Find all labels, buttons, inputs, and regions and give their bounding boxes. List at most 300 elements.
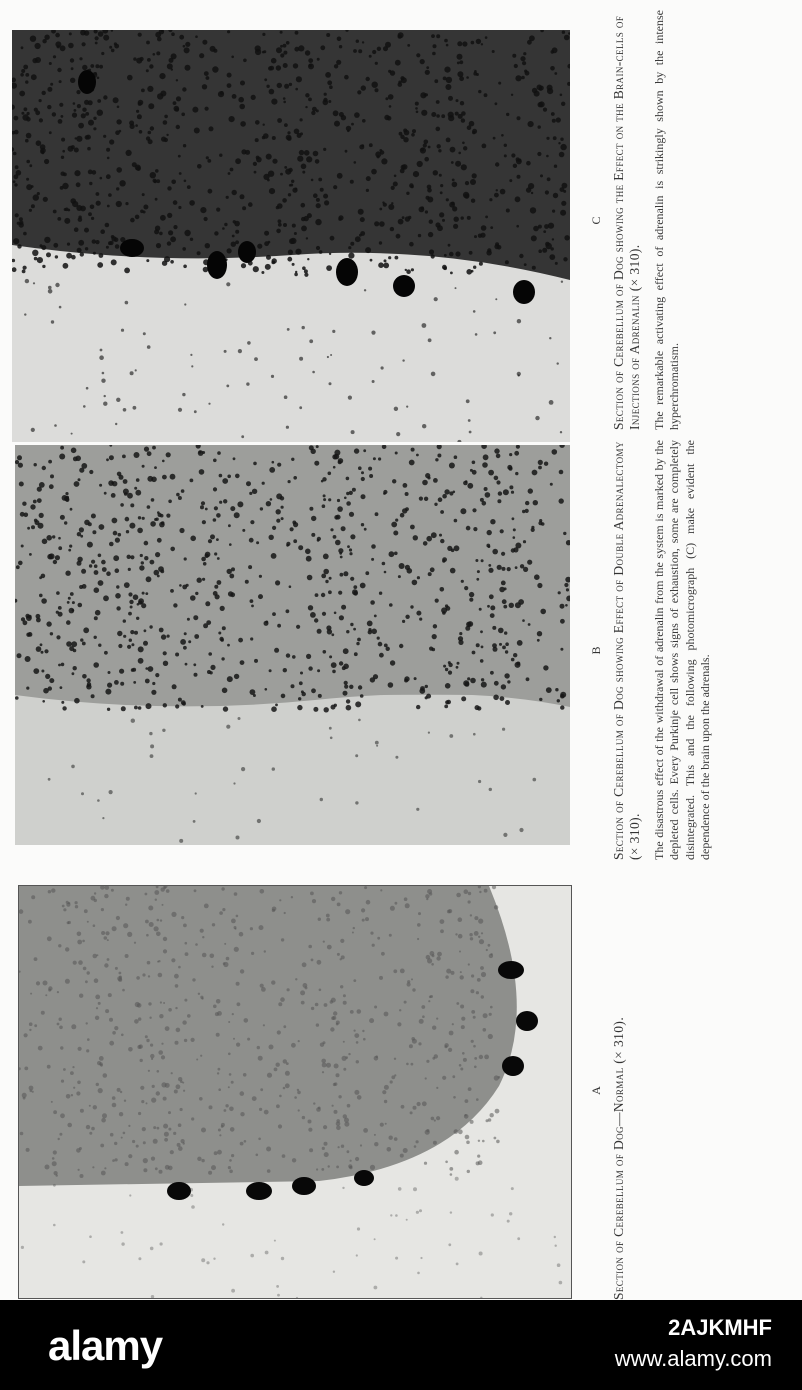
stain-dot xyxy=(104,894,108,898)
stain-dot xyxy=(418,912,421,915)
stain-dot xyxy=(338,460,342,464)
stain-dot xyxy=(240,81,245,86)
stain-dot xyxy=(330,354,332,356)
stain-dot xyxy=(501,581,506,586)
stain-dot xyxy=(267,1169,271,1173)
stain-dot xyxy=(40,144,46,150)
stain-dot xyxy=(333,1011,337,1015)
stain-dot xyxy=(98,644,101,647)
stain-dot xyxy=(473,1016,476,1019)
stain-dot xyxy=(461,216,464,219)
stain-dot xyxy=(102,567,107,572)
stain-dot xyxy=(343,648,349,654)
stain-dot xyxy=(187,185,191,189)
stain-dot xyxy=(123,619,126,622)
stain-dot xyxy=(542,248,547,253)
stain-dot xyxy=(347,1104,351,1108)
stain-dot xyxy=(278,219,282,223)
stain-dot xyxy=(227,644,230,647)
stain-dot xyxy=(102,372,105,375)
stain-dot xyxy=(244,1140,247,1143)
stain-dot xyxy=(109,241,113,245)
stain-dot xyxy=(448,663,452,667)
stain-dot xyxy=(227,475,231,479)
stain-dot xyxy=(553,136,557,140)
stain-dot xyxy=(217,557,220,560)
stain-dot xyxy=(65,571,70,576)
stain-dot xyxy=(453,491,456,494)
stain-dot xyxy=(371,331,375,335)
stain-dot xyxy=(62,495,68,501)
stain-dot xyxy=(70,508,73,511)
stain-dot xyxy=(290,527,294,531)
stain-dot xyxy=(235,474,240,479)
stain-dot xyxy=(56,591,60,595)
stain-dot xyxy=(117,106,120,109)
stain-dot xyxy=(121,329,124,332)
stain-dot xyxy=(329,382,332,385)
stain-dot xyxy=(394,407,398,411)
stain-dot xyxy=(22,502,26,506)
stain-dot xyxy=(70,1071,74,1075)
stain-dot xyxy=(370,932,373,935)
stain-dot xyxy=(128,1125,130,1127)
stain-dot xyxy=(401,1105,405,1109)
stain-dot xyxy=(321,1168,324,1171)
stain-dot xyxy=(253,266,259,272)
stain-dot xyxy=(184,999,187,1002)
stain-dot xyxy=(195,592,198,595)
stain-dot xyxy=(113,555,119,561)
stain-dot xyxy=(522,61,526,65)
stain-dot xyxy=(129,121,134,126)
stain-dot xyxy=(515,662,521,668)
stain-dot xyxy=(238,97,244,103)
stain-dot xyxy=(260,507,263,510)
stain-dot xyxy=(347,1150,350,1153)
stain-dot xyxy=(428,572,432,576)
stain-dot xyxy=(72,113,77,118)
stain-dot xyxy=(509,603,514,608)
stain-dot xyxy=(191,1117,194,1120)
stain-dot xyxy=(476,578,479,581)
stain-dot xyxy=(14,116,19,121)
stain-dot xyxy=(202,451,205,454)
stain-dot xyxy=(419,497,423,501)
stain-dot xyxy=(67,1123,72,1128)
stain-dot xyxy=(417,938,419,940)
stain-dot xyxy=(78,123,84,129)
stain-dot xyxy=(119,475,124,480)
stain-dot xyxy=(301,226,307,232)
stain-dot xyxy=(502,599,507,604)
stain-dot xyxy=(564,35,570,41)
stain-dot xyxy=(229,1073,232,1076)
stain-dot xyxy=(48,890,51,893)
stain-dot xyxy=(404,1001,407,1004)
stain-dot xyxy=(225,1104,228,1107)
stain-dot xyxy=(36,618,41,623)
stain-dot xyxy=(16,565,20,569)
stain-dot xyxy=(135,369,137,371)
stain-dot xyxy=(284,84,289,89)
stain-dot xyxy=(15,460,19,464)
stain-dot xyxy=(360,1144,362,1146)
stain-dot xyxy=(370,677,375,682)
stain-dot xyxy=(407,568,413,574)
stain-dot xyxy=(308,1128,312,1132)
stain-dot xyxy=(288,168,292,172)
stain-dot xyxy=(495,298,497,300)
stain-dot xyxy=(19,217,23,221)
stain-dot xyxy=(511,491,514,494)
stain-dot xyxy=(306,156,312,162)
stain-dot xyxy=(104,963,108,967)
stain-dot xyxy=(183,1090,185,1092)
stain-dot xyxy=(422,480,428,486)
stain-dot xyxy=(100,349,103,352)
stain-dot xyxy=(465,1135,470,1140)
stain-dot xyxy=(233,457,236,460)
stain-dot xyxy=(84,228,89,233)
stain-dot xyxy=(327,629,332,634)
stain-dot xyxy=(154,466,157,469)
stain-dot xyxy=(308,666,312,670)
stain-dot xyxy=(281,506,284,509)
stain-dot xyxy=(26,178,29,181)
stain-dot xyxy=(381,158,387,164)
stain-dot xyxy=(304,273,308,277)
stain-dot xyxy=(143,1168,147,1172)
stain-dot xyxy=(184,557,187,560)
stain-dot xyxy=(185,952,189,956)
stain-dot xyxy=(354,1033,359,1038)
stain-dot xyxy=(312,107,317,112)
stain-dot xyxy=(256,1154,259,1157)
stain-dot xyxy=(525,71,530,76)
stain-dot xyxy=(350,577,354,581)
stain-dot xyxy=(138,658,144,664)
stain-dot xyxy=(348,1053,350,1055)
stain-dot xyxy=(204,904,209,909)
stain-dot xyxy=(94,892,96,894)
stain-dot xyxy=(481,972,486,977)
stain-dot xyxy=(481,225,487,231)
stain-dot xyxy=(216,1033,220,1037)
stain-dot xyxy=(234,674,239,679)
stain-dot xyxy=(453,1096,456,1099)
stain-dot xyxy=(130,555,134,559)
stain-dot xyxy=(143,1158,148,1163)
stain-dot xyxy=(325,580,328,583)
stain-dot xyxy=(96,1007,98,1009)
stain-dot xyxy=(450,1173,453,1176)
stain-dot xyxy=(226,196,229,199)
stain-dot xyxy=(221,1125,224,1128)
stain-dot xyxy=(250,927,253,930)
stain-dot xyxy=(21,112,24,115)
stain-dot xyxy=(475,705,480,710)
stain-dot xyxy=(365,247,371,253)
stain-dot xyxy=(194,889,197,892)
stain-dot xyxy=(343,571,348,576)
stain-dot xyxy=(78,960,83,965)
stain-dot xyxy=(384,571,387,574)
stain-dot xyxy=(200,1055,202,1057)
stain-dot xyxy=(221,638,224,641)
stain-dot xyxy=(183,45,186,48)
stain-dot xyxy=(150,126,154,130)
stain-dot xyxy=(261,271,264,274)
stain-dot xyxy=(271,375,274,378)
purkinje-cell xyxy=(207,251,227,279)
stain-dot xyxy=(374,615,377,618)
stain-dot xyxy=(152,1085,155,1088)
stain-dot xyxy=(540,609,546,615)
stain-dot xyxy=(393,182,398,187)
stain-dot xyxy=(355,236,361,242)
stain-dot xyxy=(450,147,456,153)
stain-dot xyxy=(353,927,355,929)
stain-dot xyxy=(208,539,212,543)
stain-dot xyxy=(239,104,245,110)
stain-dot xyxy=(202,520,206,524)
stain-dot xyxy=(340,556,343,559)
stain-dot xyxy=(427,197,433,203)
stain-dot xyxy=(83,967,87,971)
stain-dot xyxy=(323,941,325,943)
stain-dot xyxy=(185,663,188,666)
stain-dot xyxy=(35,43,41,49)
stain-dot xyxy=(265,1251,269,1255)
stain-dot xyxy=(552,119,556,123)
stain-dot xyxy=(295,978,297,980)
stain-dot xyxy=(58,546,62,550)
stain-dot xyxy=(283,668,287,672)
stain-dot xyxy=(61,138,65,142)
stain-dot xyxy=(428,232,433,237)
stain-dot xyxy=(58,537,61,540)
stain-dot xyxy=(535,416,539,420)
stain-dot xyxy=(560,94,563,97)
stain-dot xyxy=(479,608,482,611)
stain-dot xyxy=(116,201,122,207)
stain-dot xyxy=(379,653,384,658)
stain-dot xyxy=(313,1102,315,1104)
stain-dot xyxy=(469,592,474,597)
stain-dot xyxy=(278,223,282,227)
stain-dot xyxy=(101,931,105,935)
stain-dot xyxy=(250,637,253,640)
stain-dot xyxy=(51,888,55,892)
stain-dot xyxy=(208,652,212,656)
stain-dot xyxy=(76,1091,80,1095)
stain-dot xyxy=(420,59,425,64)
stain-dot xyxy=(515,196,521,202)
stain-dot xyxy=(292,263,295,266)
stain-dot xyxy=(272,461,275,464)
stain-dot xyxy=(513,653,517,657)
stain-dot xyxy=(271,261,275,265)
stain-dot xyxy=(464,194,469,199)
stain-dot xyxy=(324,1152,329,1157)
stain-dot xyxy=(78,478,81,481)
stain-dot xyxy=(339,891,342,894)
stain-dot xyxy=(462,142,465,145)
stain-dot xyxy=(156,1091,160,1095)
stain-dot xyxy=(41,651,44,654)
stain-dot xyxy=(286,653,290,657)
stain-dot xyxy=(222,626,226,630)
stain-dot xyxy=(448,671,452,675)
stain-dot xyxy=(72,601,75,604)
stain-dot xyxy=(485,36,488,39)
stain-dot xyxy=(395,256,399,260)
stain-dot xyxy=(433,624,437,628)
stain-dot xyxy=(380,1123,384,1127)
stain-dot xyxy=(95,610,101,616)
stain-dot xyxy=(393,969,397,973)
stain-dot xyxy=(556,117,561,122)
stain-dot xyxy=(481,682,487,688)
stain-dot xyxy=(126,530,129,533)
stain-dot xyxy=(276,1063,280,1067)
stain-dot xyxy=(39,513,44,518)
stain-dot xyxy=(353,979,356,982)
stain-dot xyxy=(537,631,542,636)
stain-dot xyxy=(452,179,455,182)
micrograph-c-image xyxy=(12,30,570,442)
stain-dot xyxy=(111,259,117,265)
stain-dot xyxy=(508,467,512,471)
stain-dot xyxy=(554,165,557,168)
stain-dot xyxy=(281,517,284,520)
stain-dot xyxy=(155,518,158,521)
stain-dot xyxy=(488,944,491,947)
stain-dot xyxy=(158,513,162,517)
stain-dot xyxy=(195,792,197,794)
stain-dot xyxy=(332,1105,334,1107)
stain-dot xyxy=(322,1071,324,1073)
stain-dot xyxy=(148,103,154,109)
stain-dot xyxy=(222,688,228,694)
stain-dot xyxy=(443,665,446,668)
stain-dot xyxy=(271,58,277,64)
stain-dot xyxy=(469,598,473,602)
stain-dot xyxy=(349,552,352,555)
stain-dot xyxy=(269,669,272,672)
stain-dot xyxy=(326,265,332,271)
stain-dot xyxy=(553,193,558,198)
stain-dot xyxy=(255,45,261,51)
stain-dot xyxy=(481,43,483,45)
stain-dot xyxy=(162,729,165,732)
stain-dot xyxy=(173,225,177,229)
stain-dot xyxy=(470,1120,474,1124)
stain-dot xyxy=(421,110,427,116)
stain-dot xyxy=(26,133,32,139)
stain-dot xyxy=(150,521,156,527)
stain-dot xyxy=(110,1133,114,1137)
stain-dot xyxy=(62,905,65,908)
stain-dot xyxy=(112,481,117,486)
stain-dot xyxy=(301,1001,305,1005)
stain-dot xyxy=(453,224,458,229)
stain-dot xyxy=(134,487,137,490)
stain-dot xyxy=(557,1263,561,1267)
stain-dot xyxy=(502,646,506,650)
stain-dot xyxy=(159,1170,163,1174)
stain-dot xyxy=(534,574,540,580)
stain-dot xyxy=(436,1116,440,1120)
stain-dot xyxy=(460,101,464,105)
stain-dot xyxy=(336,1073,340,1077)
stain-dot xyxy=(210,665,215,670)
stain-dot xyxy=(439,174,442,177)
stain-dot xyxy=(207,670,211,674)
stain-dot xyxy=(308,1120,312,1124)
stain-dot xyxy=(532,470,538,476)
stain-dot xyxy=(217,580,222,585)
stain-dot xyxy=(106,571,111,576)
stain-dot xyxy=(197,251,201,255)
stain-dot xyxy=(308,98,312,102)
stain-dot xyxy=(513,536,516,539)
stain-dot xyxy=(89,182,92,185)
stain-dot xyxy=(416,1140,419,1143)
stain-dot xyxy=(375,741,379,745)
stain-dot xyxy=(161,1055,165,1059)
stain-dot xyxy=(343,664,349,670)
stain-dot xyxy=(127,932,132,937)
stain-dot xyxy=(115,593,121,599)
stain-dot xyxy=(147,476,153,482)
stain-dot xyxy=(517,640,523,646)
stain-dot xyxy=(319,250,323,254)
stain-dot xyxy=(204,217,208,221)
caption-a-title: Section of Cerebellum of Dog—Normal (× 310). xyxy=(610,1016,626,1300)
stain-dot xyxy=(563,532,566,535)
stain-dot xyxy=(547,177,551,181)
stain-dot xyxy=(321,593,325,597)
stain-dot xyxy=(111,49,115,53)
stain-dot xyxy=(410,525,415,530)
stain-dot xyxy=(143,332,146,335)
stain-dot xyxy=(24,313,26,315)
stain-dot xyxy=(138,33,142,37)
stain-dot xyxy=(514,451,519,456)
stain-dot xyxy=(277,118,282,123)
stain-dot xyxy=(343,1068,346,1071)
stain-dot xyxy=(527,40,532,45)
stain-dot xyxy=(24,513,29,518)
stain-dot xyxy=(61,663,65,667)
stain-dot xyxy=(229,1159,232,1162)
stain-dot xyxy=(356,1041,359,1044)
stain-dot xyxy=(361,523,364,526)
stain-dot xyxy=(263,133,269,139)
stain-dot xyxy=(292,1158,296,1162)
stain-dot xyxy=(213,459,217,463)
stain-dot xyxy=(63,908,66,911)
stain-dot xyxy=(145,893,148,896)
stain-dot xyxy=(555,688,558,691)
stain-dot xyxy=(388,204,394,210)
stain-dot xyxy=(495,1109,500,1114)
stain-dot xyxy=(472,173,477,178)
stain-dot xyxy=(512,517,515,520)
stain-dot xyxy=(280,31,283,34)
